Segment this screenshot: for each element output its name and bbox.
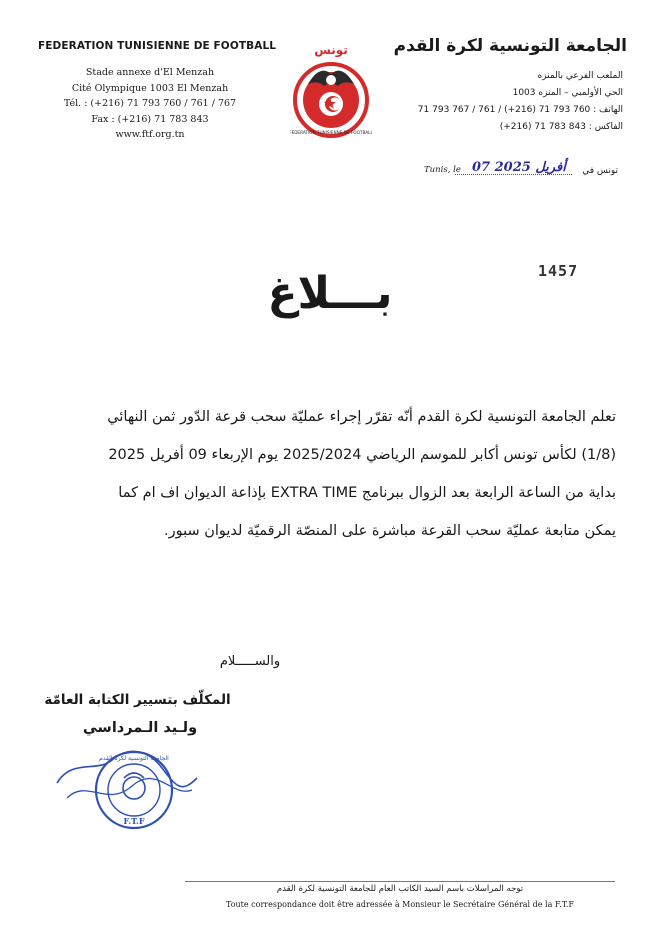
fr-address-line: Tél. : (+216) 71 793 760 / 761 / 767 xyxy=(63,98,237,109)
body-line: تعلم الجامعة التونسية لكرة القدم أنّه تقرّر إجراء عمليّة سحب قرعة الدّور ثمن النهائي xyxy=(107,409,616,425)
body-line: (1/8) لكأس تونس أكابر للموسم الرياضي 2025/2024 يوم الإربعاء 09 أفريل 2025 xyxy=(108,447,616,463)
org-name-fr: FEDERATION TUNISIENNE DE FOOTBALL xyxy=(38,40,277,52)
stamp-initials: F.T.F xyxy=(123,816,145,826)
ar-address-line: الحي الأولمبي – المنزه 1003 xyxy=(512,88,623,98)
fr-address-line: Fax : (+216) 71 783 843 xyxy=(91,113,209,125)
logo-arabic-text: تونس xyxy=(314,43,348,57)
handwritten-date: 07 أفريل 2025 xyxy=(472,160,566,175)
footer-note-fr: Toute correspondance doit être adressée à Monsieur le Secrétaire Général de la F.T.F xyxy=(225,900,575,909)
tunis-fi-label: تونس في xyxy=(582,166,618,176)
fr-address-block xyxy=(60,65,240,143)
ar-address-block xyxy=(383,68,623,136)
ar-address-line: الفاكس : 843 783 71 (216+) xyxy=(499,122,623,132)
signatory-name: ولـيد الـمرداسي xyxy=(82,720,198,736)
footer-divider xyxy=(185,881,615,882)
signatory-title: المكلّف بتسيير الكتابة العامّة xyxy=(44,692,231,708)
notice-body xyxy=(60,398,616,550)
fr-address-line: Cité Olympique 1003 El Menzah xyxy=(71,82,229,94)
tunis-le-label: Tunis, le xyxy=(424,165,461,175)
org-name-ar: الجامعة التونسية لكرة القدم xyxy=(393,36,627,56)
date-line xyxy=(420,160,620,182)
ar-address-line: الهاتف : 760 793 71 (216+) / 761 / 767 793 71 xyxy=(417,105,623,115)
logo-ring-text: FEDERATION TUNISIENNE DE FOOTBALL xyxy=(290,130,372,135)
closing-salam: والســـــلام xyxy=(219,654,281,669)
footer-note-ar: توجه المراسلات باسم السيد الكاتب العام للجامعة التونسية لكرة القدم xyxy=(276,884,524,894)
official-stamp-icon xyxy=(52,738,202,838)
reference-number: 1457 xyxy=(538,262,579,280)
body-line: بداية من الساعة الرابعة بعد الزوال ببرنامج EXTRA TIME بإذاعة الديوان اف ام كما xyxy=(118,485,616,501)
ftf-eagle-logo-icon xyxy=(290,40,372,140)
notice-title: بـــلاغ xyxy=(267,268,393,319)
body-line: يمكن متابعة عمليّة سحب القرعة مباشرة على المنصّة الرقميّة لديوان سبور. xyxy=(163,523,616,539)
fr-address-line: Stade annexe d'El Menzah xyxy=(85,67,215,78)
ar-address-line: الملعب الفرعي بالمنزه xyxy=(537,71,623,81)
stamp-ring-text: الجامعة التونسية لكرة القدم xyxy=(99,755,169,762)
fr-website: www.ftf.org.tn xyxy=(115,129,185,140)
